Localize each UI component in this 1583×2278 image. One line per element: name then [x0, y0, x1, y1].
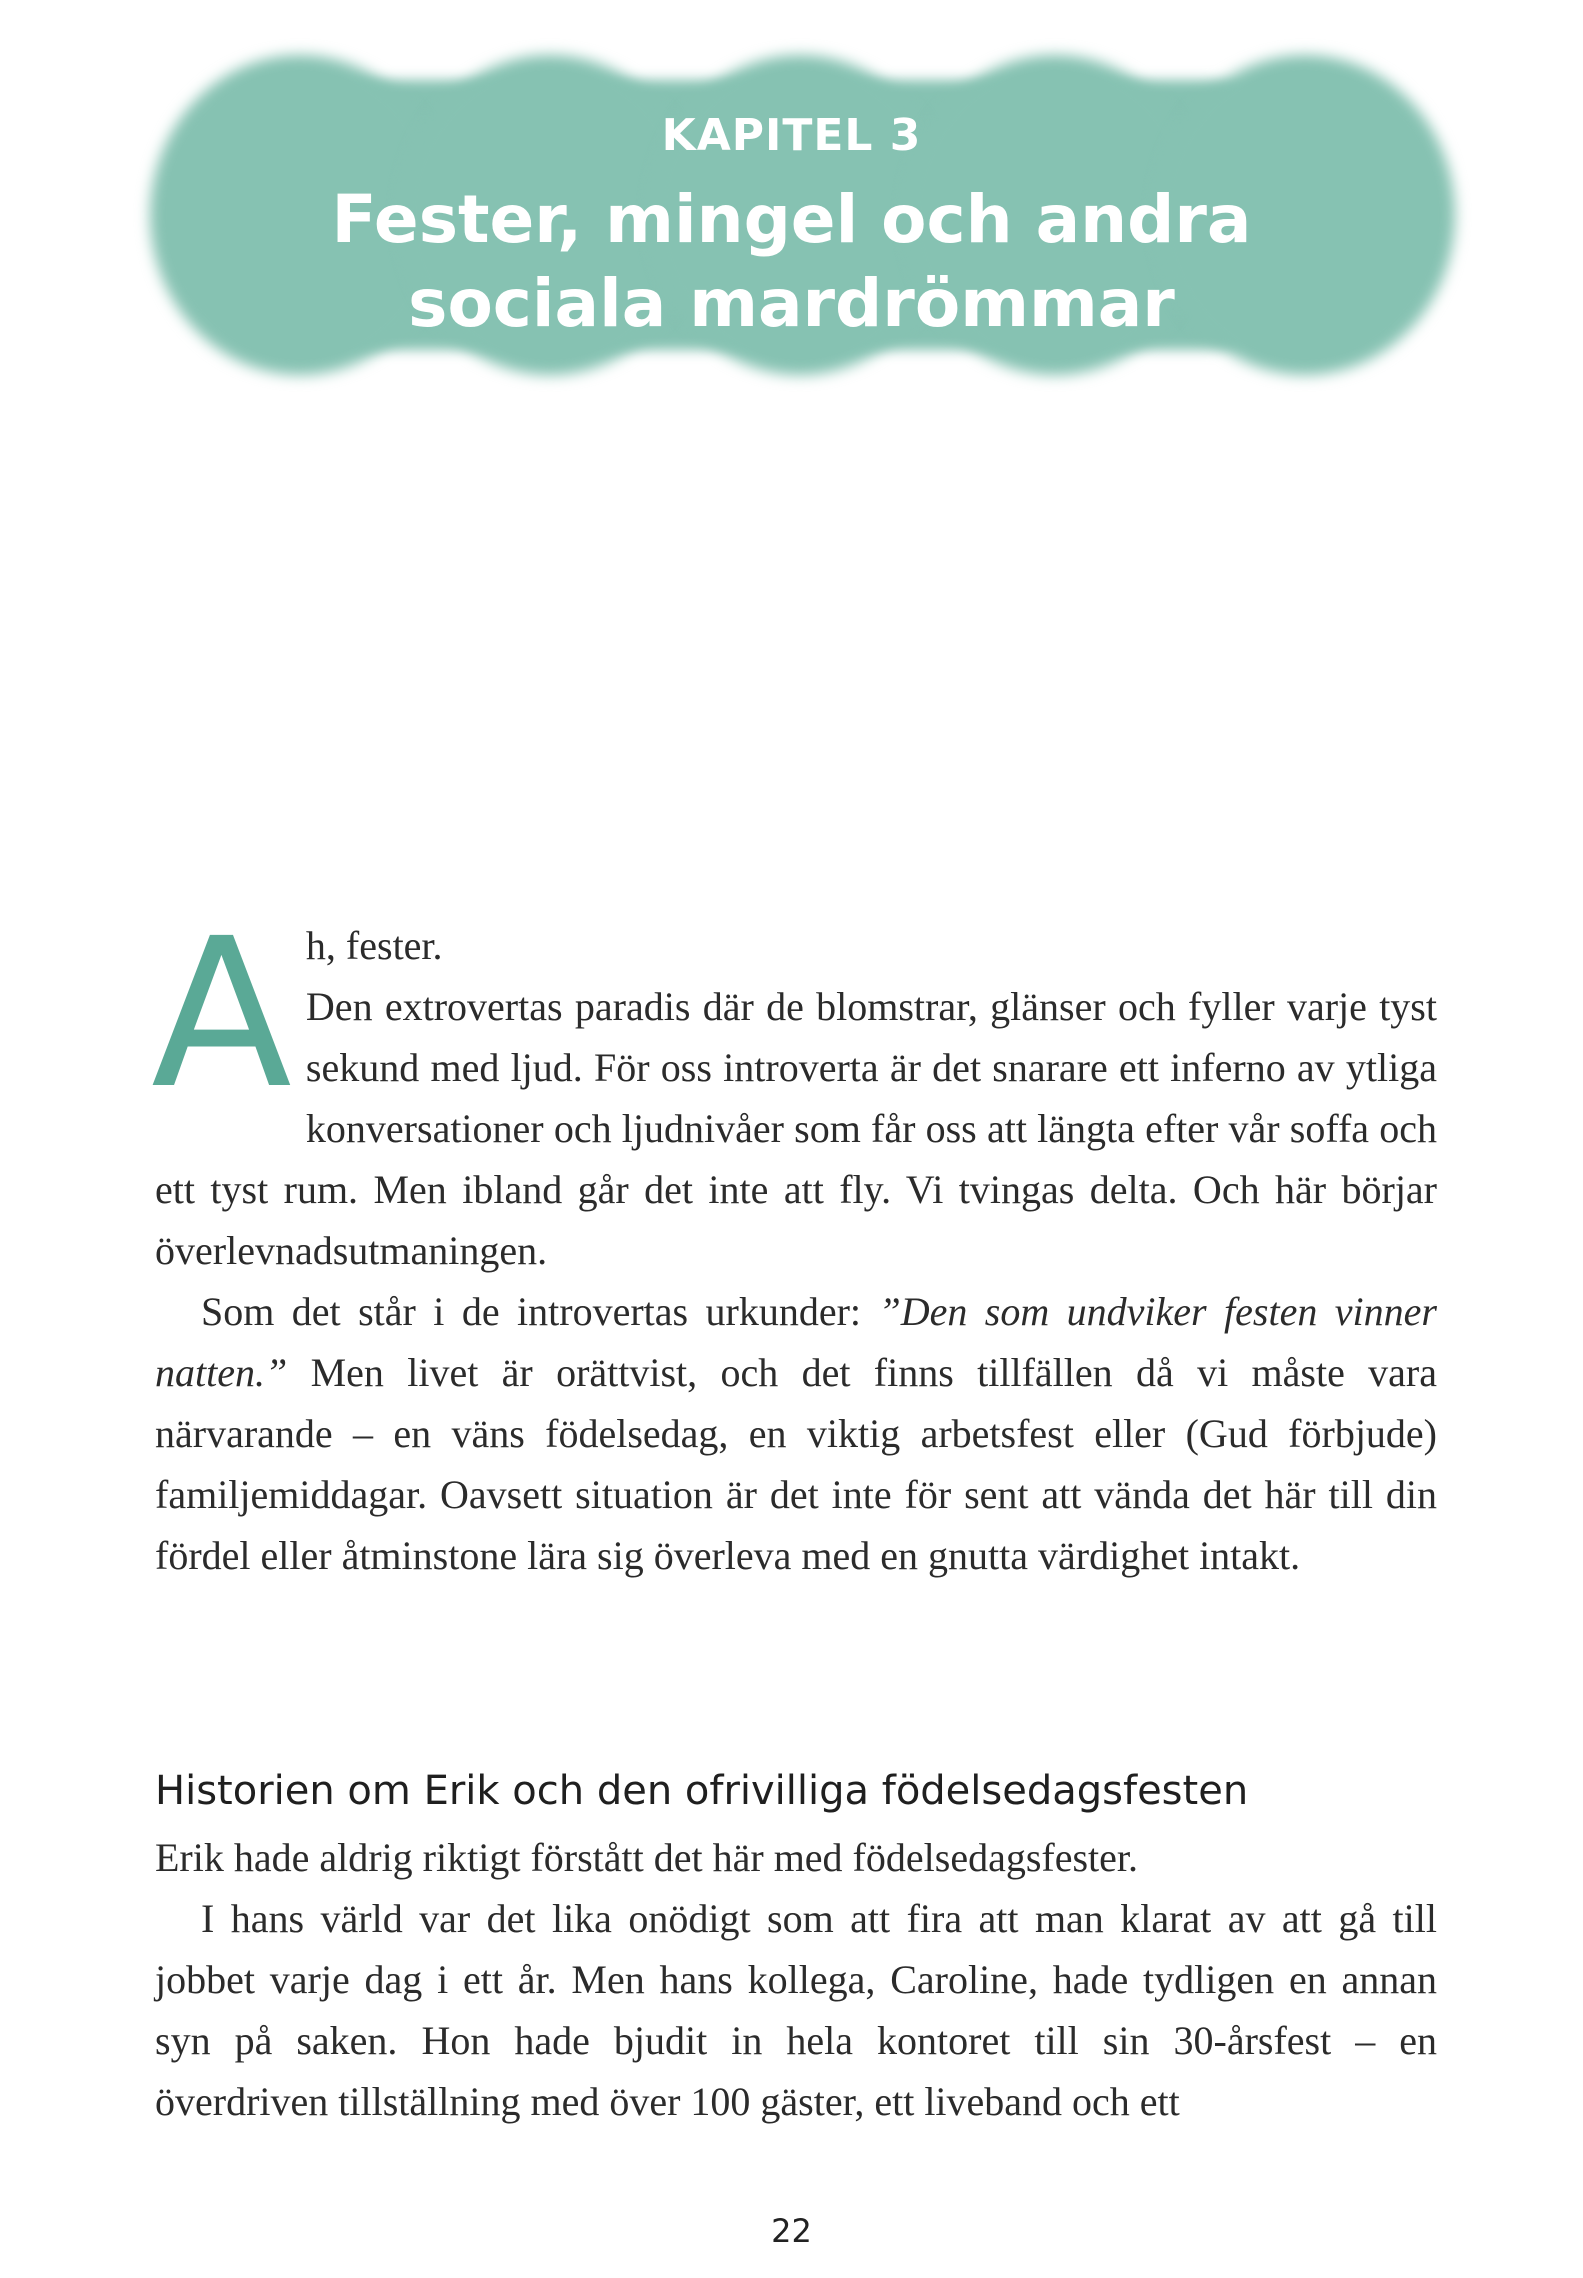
- chapter-label: KAPITEL 3: [661, 110, 922, 161]
- chapter-header: [0, 0, 1583, 470]
- section-text: [155, 1827, 1437, 2132]
- section-paragraph-1: Erik hade aldrig riktigt förstått det här med födelsedagsfester.: [155, 1835, 1139, 1880]
- intro-opening: h, fester.: [305, 923, 443, 968]
- drop-cap: A: [151, 894, 292, 1134]
- intro-body: Den extrovertas paradis där de blomstrar, glänser och fyller varje tyst sekund med ljud. För oss introverta är det snarare ett inferno av ytliga konversationer och ljudnivåer som får oss att längta efter vår soffa och ett tyst rum. Men ibland går det inte att fly. Vi tvingas delta. Och här börjar överlevnadsutmaningen.: [155, 984, 1437, 1273]
- page-number: 22: [771, 2212, 812, 2250]
- chapter-title: [0, 178, 1583, 346]
- intro-p2-lead: Som det står i de introvertas urkunder:: [201, 1289, 879, 1334]
- intro-quote: ”Den som undviker festen vinner natten.”: [155, 1289, 1437, 1395]
- intro-paragraph-1: [155, 915, 1437, 1281]
- intro-text: [151, 894, 1437, 1586]
- chapter-title-line-2: sociala mardrömmar: [408, 265, 1175, 342]
- chapter-title-line-1: Fester, mingel och andra: [331, 181, 1252, 258]
- section-paragraph-2: I hans värld var det lika onödigt som att fira att man klarat av att gå till jobbet varje dag i ett år. Men hans kollega, Caroline, hade tydligen en annan syn på saken. Hon hade bjudit in hela kontoret till sin 30-årsfest – en överdriven tillställning med över 100 gäster, ett liveband och ett: [155, 1896, 1437, 2124]
- section-heading: Historien om Erik och den ofrivilliga födelsedagsfesten: [155, 1768, 1249, 1814]
- intro-p2-rest: Men livet är orättvist, och det finns tillfällen då vi måste vara närvarande – en väns födelsedag, en viktig arbetsfest eller (Gud förbjude) familjemiddagar. Oavsett situation är det inte för sent att vända det här till din fördel eller åtminstone lära sig överleva med en gnutta värdighet intakt.: [155, 1350, 1437, 1578]
- intro-paragraph-2: [155, 1281, 1437, 1586]
